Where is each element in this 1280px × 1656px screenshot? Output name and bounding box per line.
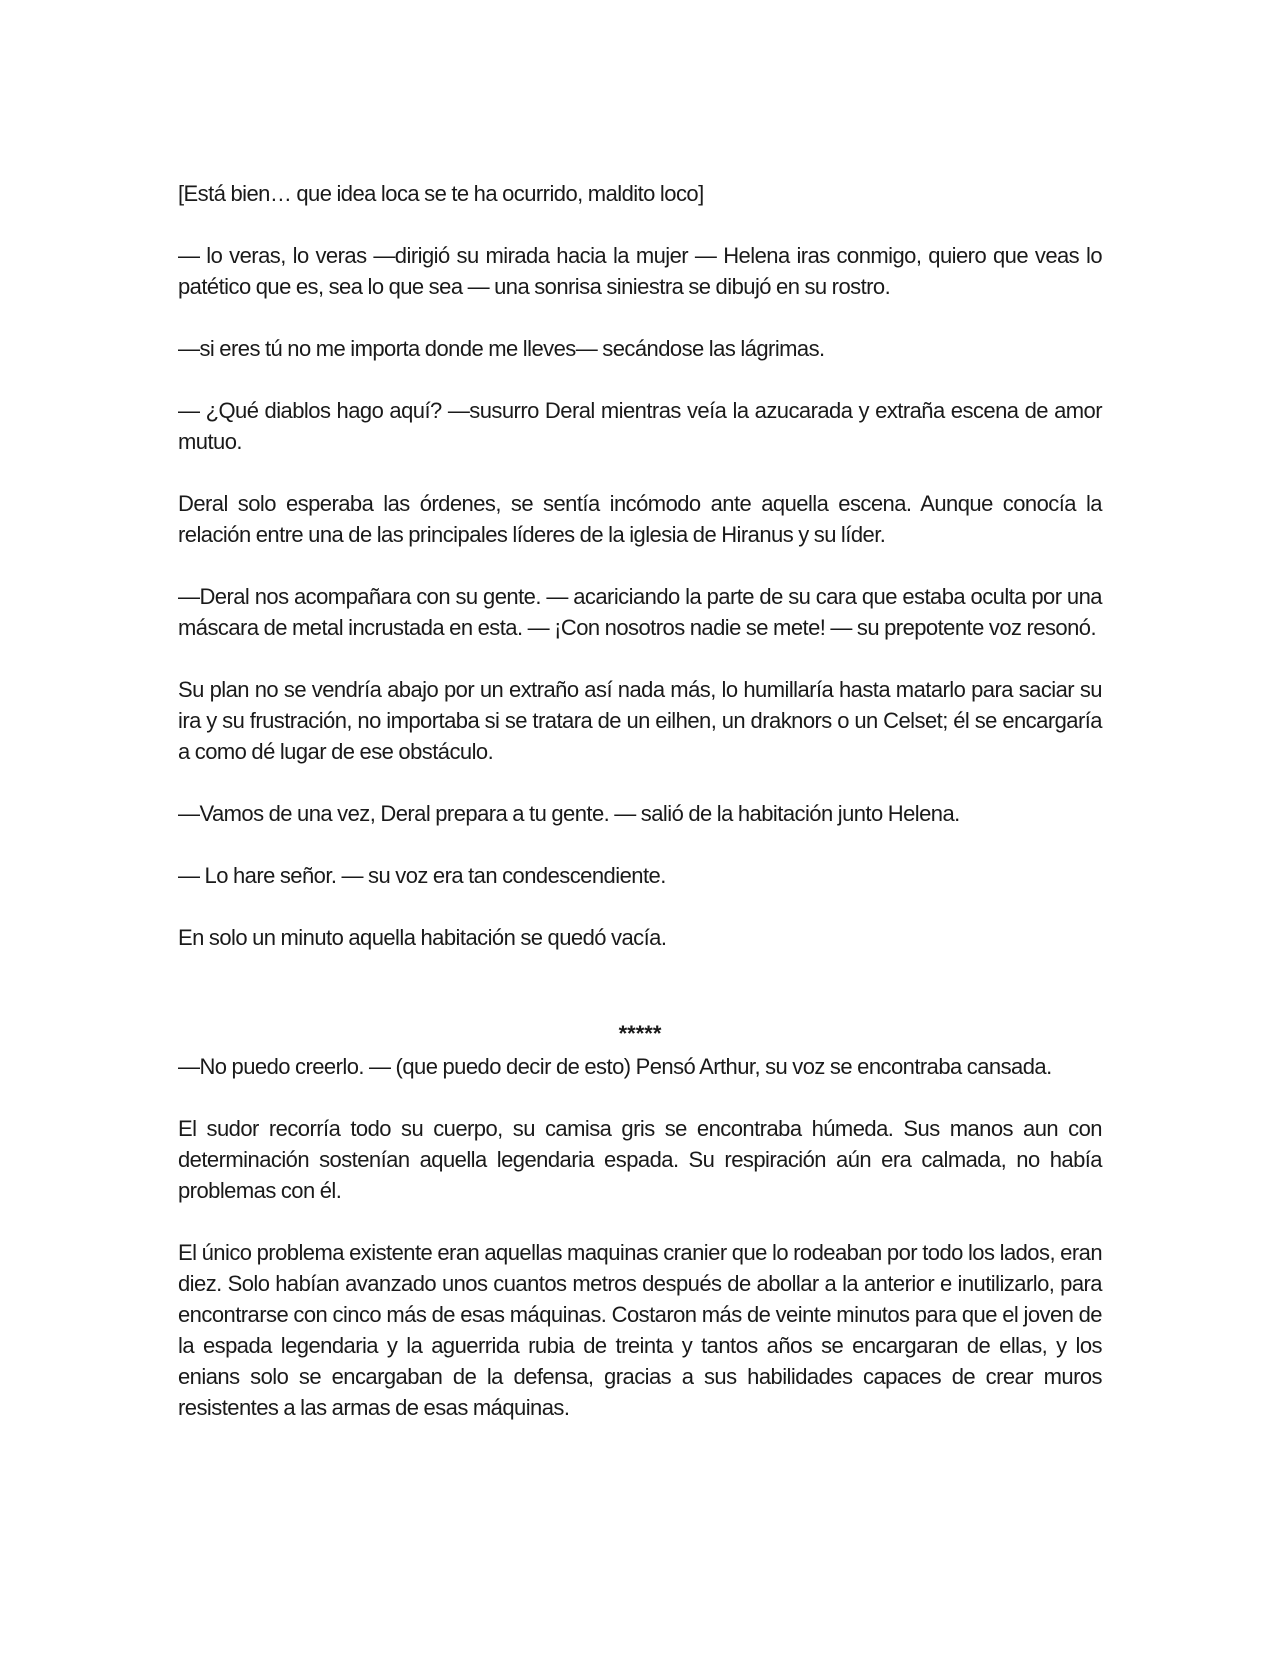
- paragraph: El sudor recorría todo su cuerpo, su camisa gris se encontraba húmeda. Sus manos aun con determinación sostenían aquella legendaria espada. Su respiración aún era calmada, no había problemas con él.: [178, 1116, 1102, 1203]
- paragraph: —si eres tú no me importa donde me lleves— secándose las lágrimas.: [178, 336, 825, 361]
- paragraph: —Deral nos acompañara con su gente. — acariciando la parte de su cara que estaba oculta por una máscara de metal incrustada en esta. — ¡Con nosotros nadie se mete! — su prepotente voz resonó.: [178, 584, 1102, 640]
- paragraph: —No puedo creerlo. — (que puedo decir de esto) Pensó Arthur, su voz se encontraba cansada.: [178, 1054, 1052, 1079]
- document-page: [178, 178, 1102, 1454]
- paragraph: — ¿Qué diablos hago aquí? —susurro Deral mientras veía la azucarada y extraña escena de amor mutuo.: [178, 398, 1102, 454]
- paragraph: [Está bien… que idea loca se te ha ocurrido, maldito loco]: [178, 181, 704, 206]
- paragraph: —Vamos de una vez, Deral prepara a tu gente. — salió de la habitación junto Helena.: [178, 801, 960, 826]
- paragraph: Su plan no se vendría abajo por un extraño así nada más, lo humillaría hasta matarlo para saciar su ira y su frustración, no importaba si se tratara de un eilhen, un draknors o un Celset; él se encargaría a como dé lugar de ese obstáculo.: [178, 677, 1102, 764]
- paragraph: En solo un minuto aquella habitación se quedó vacía.: [178, 925, 667, 950]
- paragraph: El único problema existente eran aquellas maquinas cranier que lo rodeaban por todo los lados, eran diez. Solo habían avanzado unos cuantos metros después de abollar a la anterior e inutilizarlo, para encontrarse con cinco más de esas máquinas. Costaron más de veinte minutos para que el joven de la espada legendaria y la aguerrida rubia de treinta y tantos años se encargaran de ellas, y los enians solo se encargaban de la defensa, gracias a sus habilidades capaces de crear muros resistentes a las armas de esas máquinas.: [178, 1240, 1102, 1420]
- section-separator: *****: [618, 1021, 662, 1046]
- paragraph: Deral solo esperaba las órdenes, se sentía incómodo ante aquella escena. Aunque conocía la relación entre una de las principales líderes de la iglesia de Hiranus y su líder.: [178, 491, 1102, 547]
- section-gap: [178, 984, 1102, 1018]
- paragraph: — Lo hare señor. — su voz era tan condescendiente.: [178, 863, 666, 888]
- paragraph: — lo veras, lo veras —dirigió su mirada hacia la mujer — Helena iras conmigo, quiero que veas lo patético que es, sea lo que sea — una sonrisa siniestra se dibujó en su rostro.: [178, 243, 1102, 299]
